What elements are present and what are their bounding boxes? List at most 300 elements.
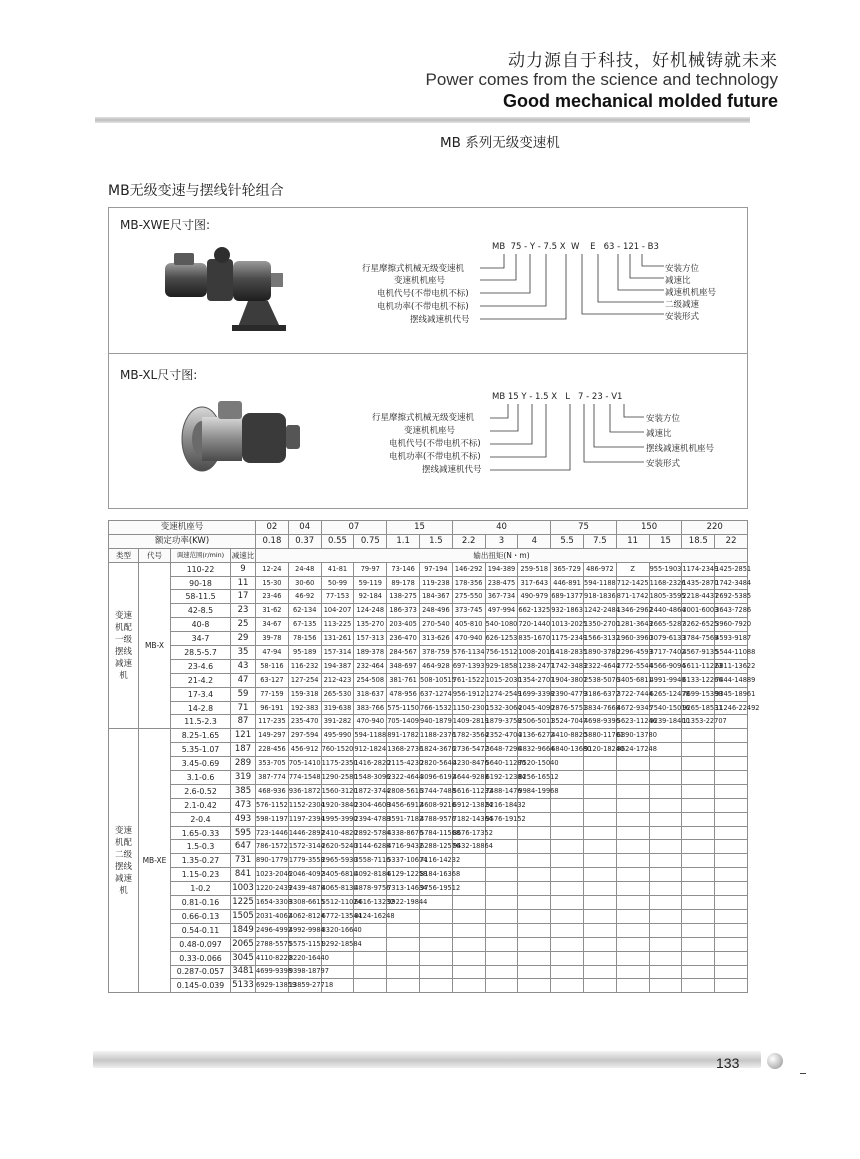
ratio-cell: 493 — [231, 812, 256, 826]
torque-cell — [649, 965, 682, 979]
torque-cell — [616, 909, 649, 923]
xl-model-code: MB 15 Y - 1.5 X L 7 - 23 - V1 — [492, 392, 623, 402]
torque-cell — [649, 826, 682, 840]
torque-cell — [420, 951, 453, 965]
torque-cell: 5544-11088 — [715, 646, 748, 660]
panel-divider — [108, 353, 748, 354]
torque-cell — [616, 854, 649, 868]
torque-cell — [616, 951, 649, 965]
ratio-cell: 17 — [231, 590, 256, 604]
speed-range-cell: 0.145-0.039 — [171, 979, 231, 993]
torque-cell: 373-745 — [452, 604, 485, 618]
torque-cell: 2115-4230 — [387, 757, 420, 771]
torque-cell — [583, 882, 616, 896]
torque-cell: 3001-6003 — [682, 604, 715, 618]
torque-cell: 912-1824 — [354, 743, 387, 757]
torque-cell: 4788-9576 — [420, 812, 453, 826]
speed-range-label: 调速范围(r/min) — [171, 548, 231, 562]
torque-cell — [420, 923, 453, 937]
torque-cell: 4644-9288 — [452, 771, 485, 785]
torque-cell — [649, 840, 682, 854]
speed-range-cell: 28.5-5.7 — [171, 646, 231, 660]
torque-cell: 9120-18240 — [583, 743, 616, 757]
torque-cell: 4410-8820 — [551, 729, 584, 743]
ratio-cell: 841 — [231, 868, 256, 882]
torque-cell — [616, 882, 649, 896]
torque-cell — [649, 854, 682, 868]
xwe-label-reducer-code: 摆线减速机代号 — [410, 315, 470, 325]
torque-cell: 1290-2580 — [321, 771, 354, 785]
torque-cell: 2394-4788 — [354, 812, 387, 826]
torque-cell: 9216-18432 — [485, 798, 518, 812]
torque-cell: 3144-6288 — [354, 840, 387, 854]
torque-cell: 576-1152 — [256, 798, 289, 812]
torque-cell — [518, 951, 551, 965]
torque-cell: 4608-9216 — [420, 798, 453, 812]
torque-cell: 178-356 — [452, 576, 485, 590]
torque-cell: 30-60 — [288, 576, 321, 590]
torque-cell: 4593-9187 — [715, 632, 748, 646]
torque-cell — [583, 965, 616, 979]
torque-cell: 2218-4437 — [682, 590, 715, 604]
torque-cell: 7699-15398 — [682, 687, 715, 701]
rated-power-cell: 7.5 — [583, 534, 616, 548]
torque-cell: 2506-5011 — [518, 715, 551, 729]
torque-cell: 2439-4878 — [288, 882, 321, 896]
torque-cell — [616, 965, 649, 979]
torque-cell: 497-994 — [485, 604, 518, 618]
ratio-cell: 385 — [231, 784, 256, 798]
torque-cell: 490-979 — [518, 590, 551, 604]
torque-cell: 1904-3807 — [551, 673, 584, 687]
torque-cell: 1960-3960 — [616, 632, 649, 646]
torque-cell: 3308-6615 — [288, 896, 321, 910]
torque-cell — [682, 951, 715, 965]
torque-cell — [682, 771, 715, 785]
torque-cell: 365-729 — [551, 562, 584, 576]
torque-cell — [583, 757, 616, 771]
torque-cell: 468-936 — [256, 784, 289, 798]
torque-cell — [682, 784, 715, 798]
torque-cell: 1175-2350 — [321, 757, 354, 771]
ratio-cell: 23 — [231, 604, 256, 618]
torque-cell: 89-178 — [387, 576, 420, 590]
torque-cell — [452, 937, 485, 951]
torque-cell: 96-191 — [256, 701, 289, 715]
torque-cell — [649, 979, 682, 993]
torque-cell: 508-10515 — [420, 673, 453, 687]
torque-cell — [551, 979, 584, 993]
torque-cell — [485, 923, 518, 937]
torque-cell: 6772-13544 — [321, 909, 354, 923]
torque-cell — [649, 771, 682, 785]
torque-cell: 470-940 — [354, 715, 387, 729]
torque-cell — [715, 757, 748, 771]
torque-cell: 232-464 — [354, 659, 387, 673]
torque-cell: 6840-13680 — [551, 743, 584, 757]
torque-cell: 1174-2349 — [682, 562, 715, 576]
reducer-type-cell: 变速机配一级摆线减速机 — [109, 562, 139, 729]
torque-cell: 2620-5240 — [321, 840, 354, 854]
torque-cell — [551, 965, 584, 979]
torque-cell — [452, 909, 485, 923]
torque-cell: 1175-2349 — [551, 632, 584, 646]
table-row — [109, 868, 748, 882]
xl-title: MB-XL尺寸图: — [120, 368, 198, 382]
torque-cell: 1824-3676 — [420, 743, 453, 757]
torque-cell — [616, 798, 649, 812]
ratio-cell: 473 — [231, 798, 256, 812]
seat-150: 150 — [616, 521, 682, 535]
speed-range-cell: 5.35-1.07 — [171, 743, 231, 757]
torque-cell: 138-275 — [387, 590, 420, 604]
torque-cell: 1572-3144 — [288, 840, 321, 854]
torque-cell: 756-1512 — [485, 646, 518, 660]
ratio-cell: 3045 — [231, 951, 256, 965]
speed-range-cell: 1.35-0.27 — [171, 854, 231, 868]
torque-cell: 73-146 — [387, 562, 420, 576]
torque-cell: 6265-12478 — [649, 687, 682, 701]
torque-cell — [649, 909, 682, 923]
torque-cell: 9345-18961 — [715, 687, 748, 701]
table-row — [109, 909, 748, 923]
torque-cell: 41-81 — [321, 562, 354, 576]
ratio-cell: 1225 — [231, 896, 256, 910]
torque-cell — [649, 896, 682, 910]
torque-cell: 8624-17248 — [616, 743, 649, 757]
torque-cell — [682, 854, 715, 868]
xwe-label-motor-power: 电机功率(不带电机不标) — [377, 302, 469, 312]
torque-cell: 6129-12258 — [387, 868, 420, 882]
torque-cell — [682, 840, 715, 854]
torque-cell — [682, 729, 715, 743]
xwe-label-seat: 变速机机座号 — [394, 276, 446, 286]
torque-cell: 47-94 — [256, 646, 289, 660]
torque-cell — [420, 979, 453, 993]
footer-sphere-icon — [767, 1053, 783, 1069]
torque-cell: 113-225 — [321, 618, 354, 632]
torque-cell: 4338-8676 — [387, 826, 420, 840]
speed-range-cell: 42-8.5 — [171, 604, 231, 618]
torque-cell — [387, 965, 420, 979]
torque-cell: 11353-22707 — [682, 715, 715, 729]
torque-cell — [682, 868, 715, 882]
torque-cell: 59-119 — [354, 576, 387, 590]
slogan-english-line-2: Good mechanical molded future — [502, 91, 778, 111]
torque-cell: 6288-12576 — [420, 840, 453, 854]
torque-cell — [551, 951, 584, 965]
torque-cell: 6890-13780 — [616, 729, 649, 743]
torque-cell — [649, 868, 682, 882]
torque-cell: 3717-7402 — [649, 646, 682, 660]
torque-cell: 6929-13859 — [256, 979, 289, 993]
torque-cell — [715, 854, 748, 868]
torque-cell: 4698-9396 — [583, 715, 616, 729]
torque-cell: 2808-5616 — [387, 784, 420, 798]
torque-cell — [485, 909, 518, 923]
torque-cell: 7540-15016 — [649, 701, 682, 715]
ratio-cell: 289 — [231, 757, 256, 771]
torque-cell: 1742-3483 — [551, 659, 584, 673]
xl-label-reducer-code: 摆线减速机代号 — [422, 465, 482, 475]
torque-cell: 157-313 — [354, 632, 387, 646]
torque-cell — [518, 896, 551, 910]
torque-cell: 2046-4092 — [288, 868, 321, 882]
table-row — [109, 812, 748, 826]
torque-cell — [583, 868, 616, 882]
torque-cell — [518, 854, 551, 868]
speed-range-cell: 0.48-0.097 — [171, 937, 231, 951]
torque-cell: 1879-3758 — [485, 715, 518, 729]
torque-cell: 3722-7444 — [616, 687, 649, 701]
torque-cell: 2772-5544 — [616, 659, 649, 673]
torque-cell — [682, 882, 715, 896]
torque-cell — [387, 979, 420, 993]
seat-number-label: 变速机座号 — [109, 521, 256, 535]
table-row — [109, 646, 748, 660]
rated-power-cell: 1.5 — [420, 534, 453, 548]
ratio-cell: 1849 — [231, 923, 256, 937]
torque-cell: 79-97 — [354, 562, 387, 576]
torque-cell: 5623-11246 — [616, 715, 649, 729]
torque-cell: 1782-3564 — [452, 729, 485, 743]
torque-cell: 248-496 — [420, 604, 453, 618]
speed-range-cell: 0.54-0.11 — [171, 923, 231, 937]
torque-cell — [518, 965, 551, 979]
table-row — [109, 687, 748, 701]
torque-cell: 92-184 — [354, 590, 387, 604]
torque-cell — [551, 826, 584, 840]
torque-cell — [583, 951, 616, 965]
torque-cell — [715, 743, 748, 757]
torque-cell — [485, 868, 518, 882]
torque-cell: 9432-18864 — [452, 840, 485, 854]
torque-cell — [551, 840, 584, 854]
speed-range-cell: 0.66-0.13 — [171, 909, 231, 923]
torque-cell: 184-367 — [420, 590, 453, 604]
torque-cell — [518, 882, 551, 896]
table-row — [109, 896, 748, 910]
ratio-cell: 5133 — [231, 979, 256, 993]
table-row — [109, 965, 748, 979]
torque-cell: 1566-3132 — [583, 632, 616, 646]
torque-cell: 464-928 — [420, 659, 453, 673]
torque-cell: 1168-2326 — [649, 576, 682, 590]
ratio-cell: 9 — [231, 562, 256, 576]
torque-cell: 705-1410 — [288, 757, 321, 771]
torque-cell: Z — [616, 562, 649, 576]
torque-cell: 157-314 — [321, 646, 354, 660]
table-row — [109, 784, 748, 798]
torque-cell: 9398-18797 — [288, 965, 321, 979]
table-row — [109, 951, 748, 965]
torque-cell: 46-92 — [288, 590, 321, 604]
torque-cell: 871-1742 — [616, 590, 649, 604]
xl-label-mounting-position: 安装方位 — [646, 414, 681, 424]
torque-cell — [715, 729, 748, 743]
torque-cell — [616, 757, 649, 771]
torque-cell: 1197-2394 — [288, 812, 321, 826]
torque-cell: 238-475 — [485, 576, 518, 590]
torque-cell: 5640-11280 — [485, 757, 518, 771]
seat-40: 40 — [452, 521, 550, 535]
ratio-cell: 647 — [231, 840, 256, 854]
torque-cell: 124-248 — [354, 604, 387, 618]
torque-cell: 760-1520 — [321, 743, 354, 757]
output-torque-label: 输出扭矩(N・m) — [256, 548, 748, 562]
speed-range-cell: 34-7 — [171, 632, 231, 646]
torque-cell: 5616-11232 — [452, 784, 485, 798]
torque-cell — [551, 812, 584, 826]
torque-cell — [583, 784, 616, 798]
torque-cell: 456-912 — [288, 743, 321, 757]
xwe-gearmotor-illustration — [160, 235, 300, 335]
torque-cell: 4092-8184 — [354, 868, 387, 882]
xl-label-mounting-type: 安装形式 — [646, 459, 681, 469]
torque-cell: 381-761 — [387, 673, 420, 687]
torque-cell: 9239-18400 — [649, 715, 682, 729]
torque-cell — [452, 896, 485, 910]
torque-cell — [715, 826, 748, 840]
torque-cell: 2665-5287 — [649, 618, 682, 632]
type-label: 类型 — [109, 548, 139, 562]
torque-cell: 13859-27718 — [288, 979, 321, 993]
torque-cell — [583, 812, 616, 826]
torque-cell — [715, 979, 748, 993]
torque-cell: 318-637 — [354, 687, 387, 701]
ratio-cell: 595 — [231, 826, 256, 840]
torque-cell: 697-1393 — [452, 659, 485, 673]
table-row — [109, 771, 748, 785]
xwe-label-machine: 行星摩擦式机械无级变速机 — [362, 264, 465, 274]
rated-power-cell: 0.18 — [256, 534, 289, 548]
torque-cell — [715, 784, 748, 798]
table-row — [109, 576, 748, 590]
torque-cell: 2876-5751 — [551, 701, 584, 715]
torque-cell: 7313-14634 — [387, 882, 420, 896]
torque-cell — [682, 743, 715, 757]
speed-range-cell: 90-18 — [171, 576, 231, 590]
torque-cell: 378-759 — [420, 646, 453, 660]
torque-cell — [518, 979, 551, 993]
speed-range-cell: 1.65-0.33 — [171, 826, 231, 840]
torque-cell: 387-774 — [256, 771, 289, 785]
torque-cell — [715, 909, 748, 923]
torque-cell — [715, 882, 748, 896]
torque-cell — [452, 979, 485, 993]
torque-cell: 24-48 — [288, 562, 321, 576]
ratio-label: 减速比 — [231, 548, 256, 562]
torque-cell: 3558-7116 — [354, 854, 387, 868]
torque-cell — [518, 937, 551, 951]
torque-cell: 254-508 — [354, 673, 387, 687]
xl-leader-lines — [480, 400, 650, 472]
xwe-label-mounting-position: 安装方位 — [665, 264, 700, 274]
torque-cell: 8184-16368 — [420, 868, 453, 882]
torque-cell: 786-1572 — [256, 840, 289, 854]
torque-cell: 540-1080 — [485, 618, 518, 632]
torque-cell: 78-156 — [288, 632, 321, 646]
torque-cell: 1418-2835 — [551, 646, 584, 660]
torque-cell: 2352-4704 — [485, 729, 518, 743]
torque-cell: 4832-9664 — [518, 743, 551, 757]
torque-cell — [387, 937, 420, 951]
torque-cell — [616, 868, 649, 882]
torque-cell — [682, 896, 715, 910]
torque-cell: 2820-5640 — [420, 757, 453, 771]
torque-cell: 9265-18531 — [682, 701, 715, 715]
torque-cell: 1548-3096 — [354, 771, 387, 785]
torque-cell: 1890-3780 — [583, 646, 616, 660]
ratio-cell: 11 — [231, 576, 256, 590]
table-row — [109, 979, 748, 993]
torque-cell: 1699-3398 — [518, 687, 551, 701]
ratio-cell: 319 — [231, 771, 256, 785]
torque-cell — [387, 951, 420, 965]
speed-range-cell: 2.6-0.52 — [171, 784, 231, 798]
torque-cell — [682, 965, 715, 979]
speed-range-cell: 0.287-0.057 — [171, 965, 231, 979]
torque-cell: 1152-2304 — [288, 798, 321, 812]
torque-cell — [518, 868, 551, 882]
torque-cell: 2410-4820 — [321, 826, 354, 840]
torque-cell — [583, 771, 616, 785]
seat-02: 02 — [256, 521, 289, 535]
torque-cell — [551, 798, 584, 812]
torque-cell: 3096-6192 — [420, 771, 453, 785]
table-row — [109, 701, 748, 715]
torque-cell: 1346-2962 — [616, 604, 649, 618]
torque-cell — [616, 784, 649, 798]
torque-cell: 835-1670 — [518, 632, 551, 646]
torque-cell: 5337-10674 — [387, 854, 420, 868]
torque-cell — [649, 882, 682, 896]
torque-cell: 2692-5385 — [715, 590, 748, 604]
torque-cell: 317-643 — [518, 576, 551, 590]
speed-range-cell: 8.25-1.65 — [171, 729, 231, 743]
xwe-model-code: MB 75 - Y - 7.5 X W E 63 - 121 - B3 — [492, 242, 659, 252]
ratio-cell: 29 — [231, 632, 256, 646]
slogan-english-line-1: Power comes from the science and technology — [425, 70, 778, 89]
torque-cell — [715, 937, 748, 951]
torque-cell: 117-235 — [256, 715, 289, 729]
seat-07: 07 — [321, 521, 387, 535]
torque-cell: 4566-9094 — [649, 659, 682, 673]
torque-cell: 3079-6133 — [649, 632, 682, 646]
torque-cell — [485, 854, 518, 868]
torque-cell: 1409-2819 — [452, 715, 485, 729]
torque-cell — [649, 923, 682, 937]
torque-spec-table — [108, 520, 760, 993]
torque-cell: 97-194 — [420, 562, 453, 576]
torque-cell — [485, 979, 518, 993]
torque-cell: 7488-1476 — [485, 784, 518, 798]
rated-power-cell: 1.1 — [387, 534, 420, 548]
torque-cell — [682, 909, 715, 923]
torque-cell: 313-626 — [420, 632, 453, 646]
torque-cell — [354, 979, 387, 993]
torque-cell: 23-46 — [256, 590, 289, 604]
torque-cell: 2440-4864 — [649, 604, 682, 618]
ratio-cell: 47 — [231, 673, 256, 687]
torque-cell: 2390-4779 — [551, 687, 584, 701]
torque-cell: 1150-2300 — [452, 701, 485, 715]
torque-cell — [649, 798, 682, 812]
torque-cell — [420, 965, 453, 979]
xwe-label-motor-code: 电机代号(不带电机不标) — [377, 289, 469, 299]
speed-range-cell: 2.1-0.42 — [171, 798, 231, 812]
rated-power-cell: 0.37 — [288, 534, 321, 548]
